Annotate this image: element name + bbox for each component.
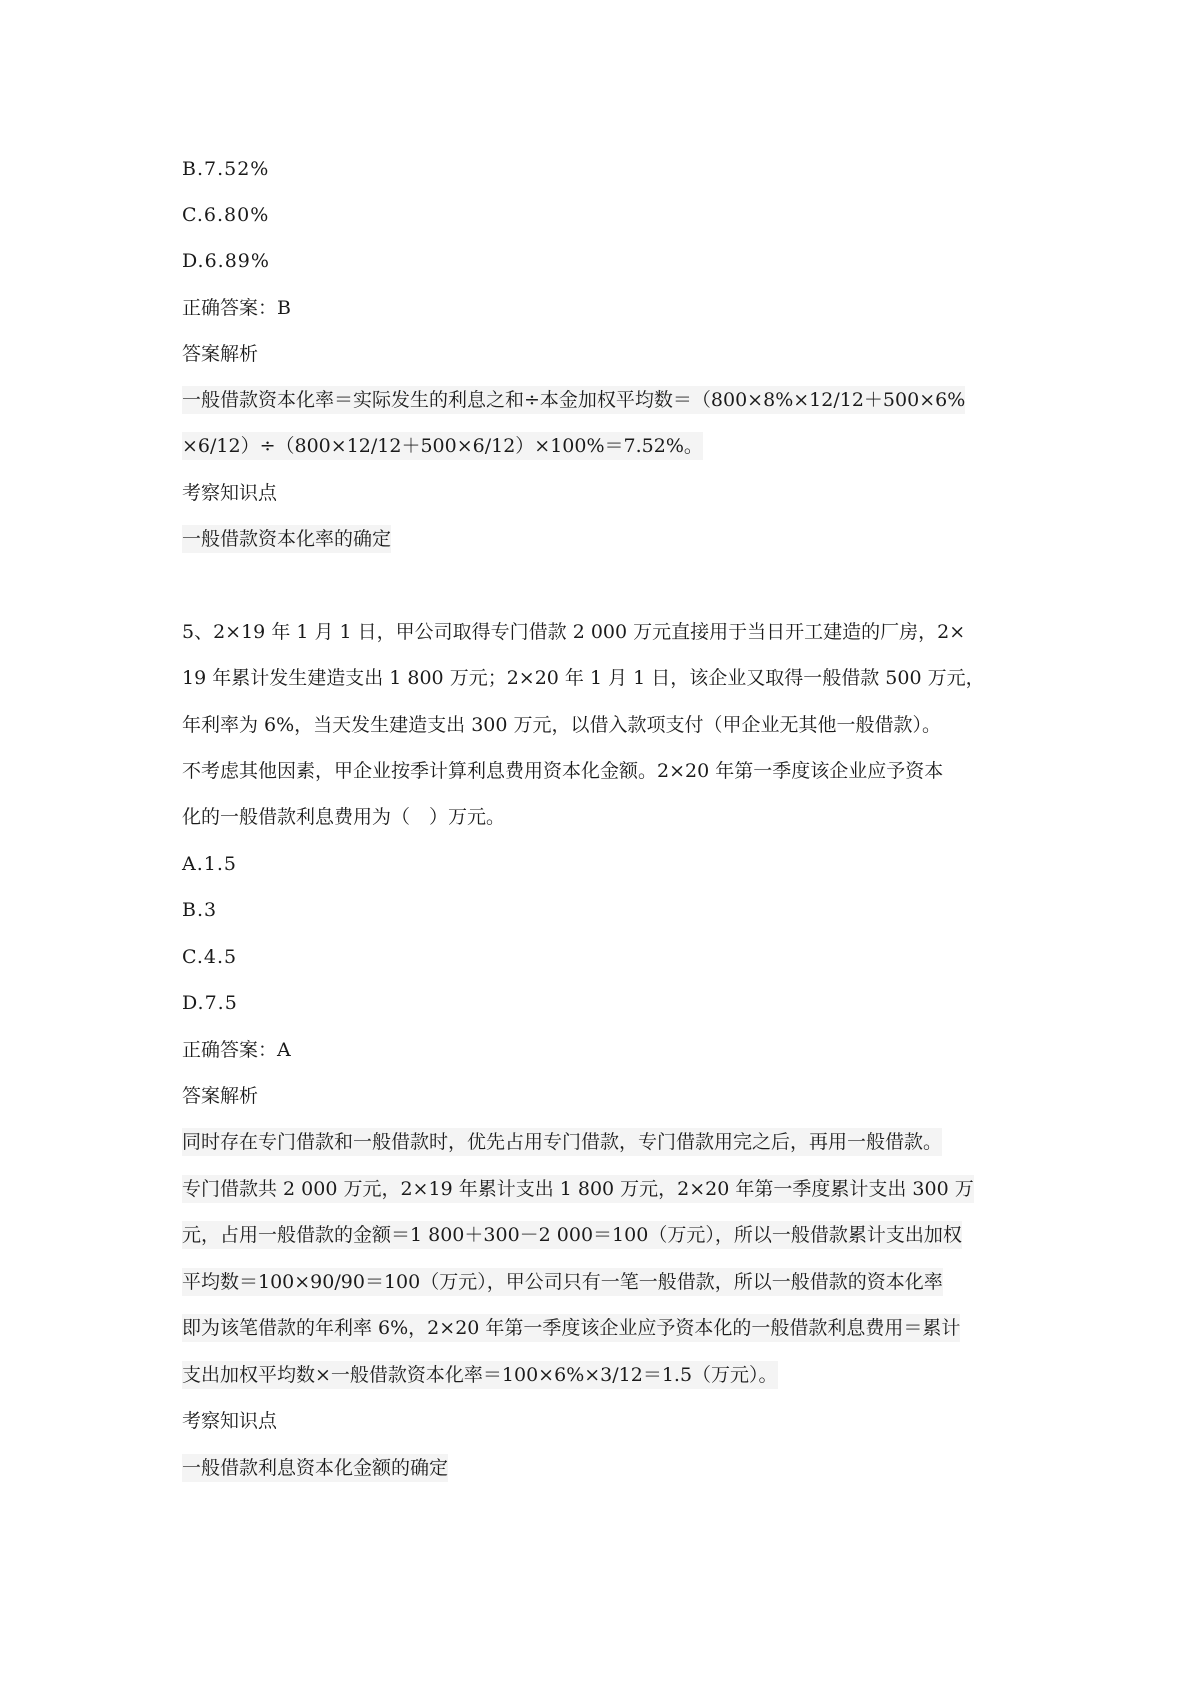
q4-analysis-heading: 答案解析 (182, 343, 259, 365)
q5-analysis-line-3: 元，占用一般借款的金额＝1 800＋300－2 000＝100（万元），所以一般借款累计支出加权 (182, 1221, 962, 1249)
q5-option-d: D.7.5 (182, 992, 238, 1014)
q5-question-line-4: 不考虑其他因素，甲企业按季计算利息费用资本化金额。2×20 年第一季度该企业应予资本 (182, 760, 944, 782)
q4-knowledge-point: 一般借款资本化率的确定 (182, 525, 391, 553)
q5-question-line-3: 年利率为 6%，当天发生建造支出 300 万元，以借入款项支付（甲企业无其他一般借款）。 (182, 714, 942, 736)
q4-option-c: C.6.80% (182, 204, 270, 226)
q5-question-line-5: 化的一般借款利息费用为（ ）万元。 (182, 806, 506, 828)
q5-question-line-2: 19 年累计发生建造支出 1 800 万元；2×20 年 1 月 1 日，该企业又取得一般借款 500 万元， (182, 667, 985, 689)
q4-analysis-line-2: ×6/12）÷（800×12/12＋500×6/12）×100%＝7.52%。 (182, 432, 703, 460)
q4-correct-answer: 正确答案：B (182, 297, 291, 319)
q4-knowledge-heading: 考察知识点 (182, 482, 278, 504)
q5-question-line-1: 5、2×19 年 1 月 1 日，甲公司取得专门借款 2 000 万元直接用于当日开工建造的厂房，2× (182, 621, 966, 643)
q5-knowledge-heading: 考察知识点 (182, 1410, 278, 1432)
q5-analysis-line-6: 支出加权平均数×一般借款资本化率＝100×6%×3/12＝1.5（万元）。 (182, 1361, 778, 1389)
q5-analysis-line-5: 即为该笔借款的年利率 6%，2×20 年第一季度该企业应予资本化的一般借款利息费用＝累计 (182, 1314, 960, 1342)
q5-analysis-line-1: 同时存在专门借款和一般借款时，优先占用专门借款，专门借款用完之后，再用一般借款。 (182, 1128, 942, 1156)
q5-analysis-line-4: 平均数＝100×90/90＝100（万元），甲公司只有一笔一般借款，所以一般借款的资本化率 (182, 1268, 943, 1296)
q5-analysis-heading: 答案解析 (182, 1085, 259, 1107)
q4-option-d: D.6.89% (182, 250, 270, 272)
q4-analysis-line-1: 一般借款资本化率＝实际发生的利息之和÷本金加权平均数＝（800×8%×12/12＋500×6% (182, 386, 965, 414)
q4-option-b: B.7.52% (182, 158, 270, 180)
q5-analysis-line-2: 专门借款共 2 000 万元，2×19 年累计支出 1 800 万元，2×20 年第一季度累计支出 300 万 (182, 1175, 974, 1203)
q5-option-b: B.3 (182, 899, 218, 921)
q5-correct-answer: 正确答案：A (182, 1039, 291, 1061)
q5-knowledge-point: 一般借款利息资本化金额的确定 (182, 1454, 448, 1482)
q5-option-c: C.4.5 (182, 946, 238, 968)
q5-option-a: A.1.5 (182, 853, 237, 875)
